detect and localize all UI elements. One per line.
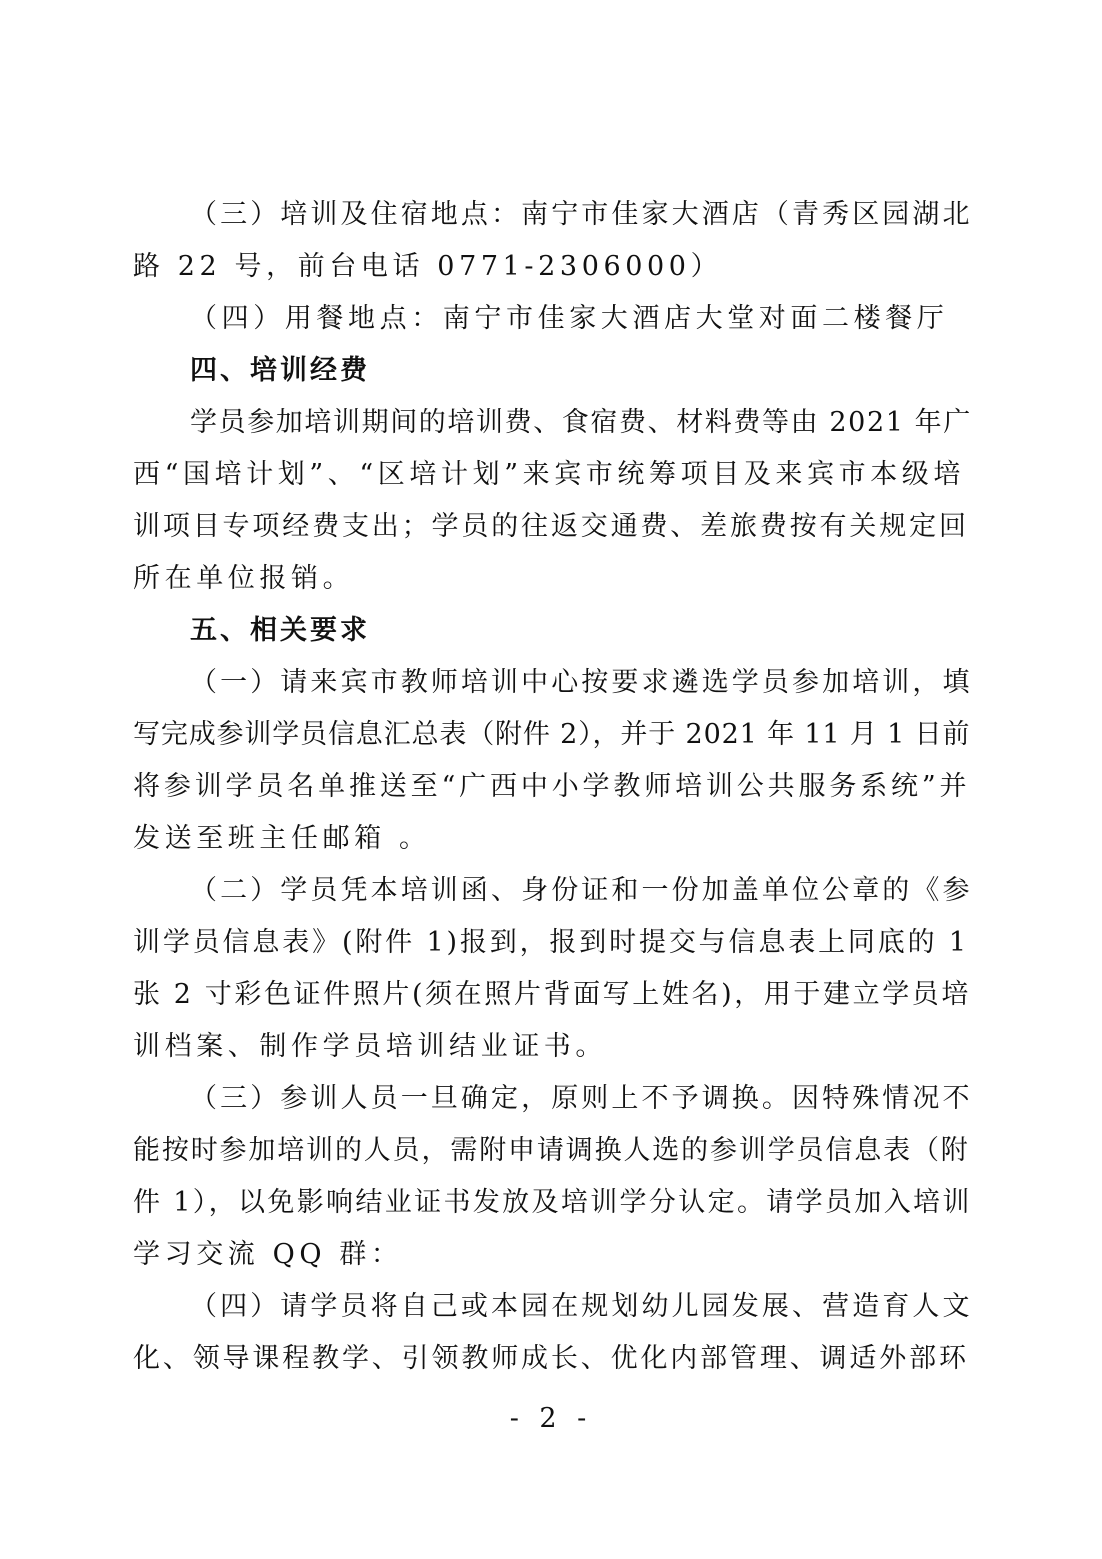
paragraph-line: 学习交流 QQ 群：: [133, 1239, 403, 1270]
paragraph-line: 训项目专项经费支出；学员的往返交通费、差旅费按有关规定回: [133, 511, 969, 542]
paragraph-line: （四）用餐地点：南宁市佳家大酒店大堂对面二楼餐厅: [190, 303, 949, 334]
paragraph-line: （三）参训人员一旦确定，原则上不予调换。因特殊情况不: [190, 1083, 973, 1114]
paragraph-line: 训学员信息表》(附件 1)报到，报到时提交与信息表上同底的 1: [133, 927, 969, 958]
paragraph-line: 路 22 号，前台电话 0771-2306000）: [133, 251, 723, 282]
page-number: - 2 -: [509, 1403, 593, 1434]
paragraph-line: 学员参加培训期间的培训费、食宿费、材料费等由 2021 年广: [190, 407, 972, 438]
paragraph-line: 训档案、制作学员培训结业证书。: [133, 1031, 607, 1062]
paragraph-line: 所在单位报销。: [133, 563, 355, 594]
paragraph-line: （三）培训及住宿地点：南宁市佳家大酒店（青秀区园湖北: [190, 199, 973, 230]
paragraph-line: 发送至班主任邮箱 。: [133, 823, 431, 854]
paragraph-line: （一）请来宾市教师培训中心按要求遴选学员参加培训，填: [190, 667, 973, 698]
paragraph-line: 西“国培计划”、“区培计划”来宾市统筹项目及来宾市本级培: [133, 459, 966, 490]
section-heading: 四、培训经费: [190, 355, 370, 386]
paragraph-line: 化、领导课程教学、引领教师成长、优化内部管理、调适外部环: [133, 1343, 969, 1374]
paragraph-line: （二）学员凭本培训函、身份证和一份加盖单位公章的《参: [190, 875, 973, 906]
paragraph-line: 张 2 寸彩色证件照片(须在照片背面写上姓名)，用于建立学员培: [133, 979, 972, 1010]
section-heading: 五、相关要求: [190, 615, 370, 646]
paragraph-line: （四）请学员将自己或本园在规划幼儿园发展、营造育人文: [190, 1291, 973, 1322]
paragraph-line: 将参训学员名单推送至“广西中小学教师培训公共服务系统”并: [133, 771, 971, 802]
paragraph-line: 写完成参训学员信息汇总表（附件 2），并于 2021 年 11 月 1 日前: [133, 719, 971, 750]
paragraph-line: 件 1），以免影响结业证书发放及培训学分认定。请学员加入培训: [133, 1187, 972, 1218]
paragraph-line: 能按时参加培训的人员，需附申请调换人选的参训学员信息表（附: [133, 1135, 970, 1166]
